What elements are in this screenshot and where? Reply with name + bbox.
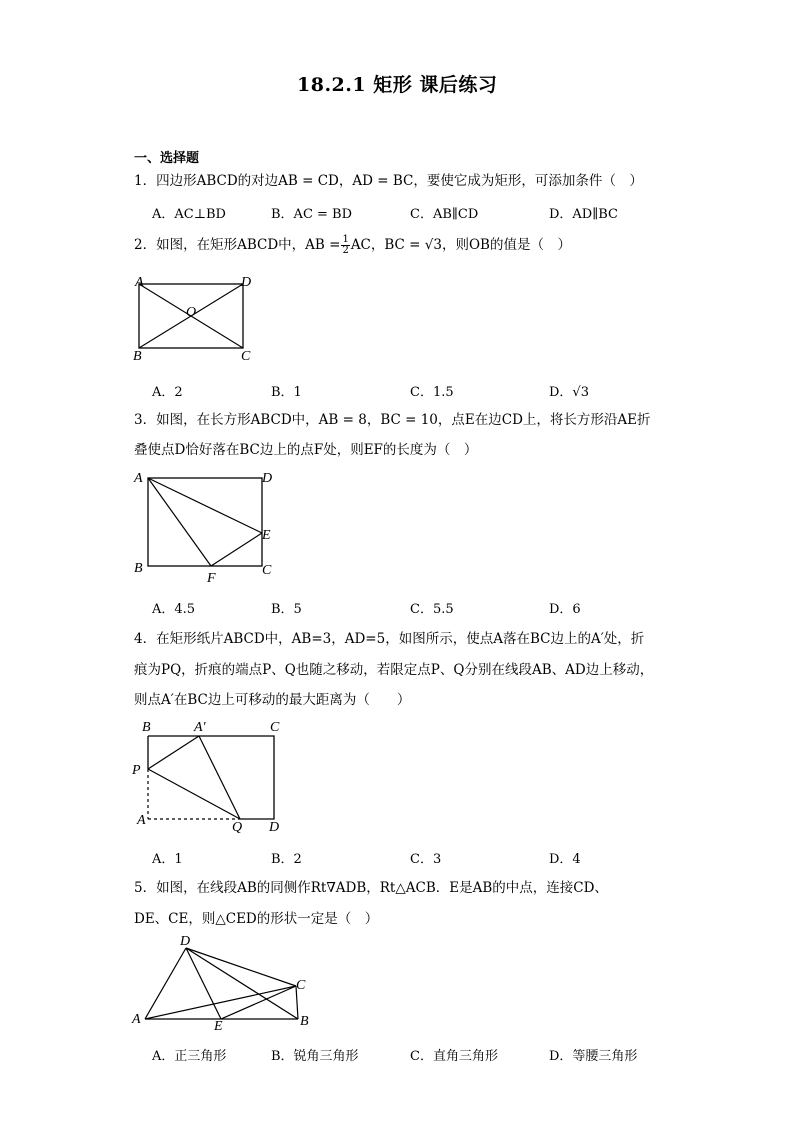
label-a: A: [137, 813, 146, 828]
label-a: A: [134, 471, 143, 486]
q4-option-b[interactable]: B．2: [271, 852, 302, 867]
figure-q3-rectangle-fold: [128, 466, 278, 586]
q5-option-d[interactable]: D．等腰三角形: [549, 1049, 638, 1064]
q1-option-b[interactable]: B．AC = BD: [271, 207, 353, 222]
q4-option-a[interactable]: A．1: [152, 852, 183, 867]
label-d: D: [180, 934, 191, 949]
segment-pa-prime: [148, 736, 199, 769]
label-b: B: [300, 1014, 309, 1029]
q1-option-d[interactable]: D．AD∥BC: [549, 207, 618, 222]
label-c: C: [262, 563, 272, 578]
q5-option-a[interactable]: A．正三角形: [152, 1049, 227, 1064]
label-b: B: [134, 561, 143, 576]
label-f: F: [207, 571, 216, 586]
label-a-prime: A′: [194, 720, 206, 735]
q2-stem-pre: 2．如图，在矩形ABCD中，AB =: [134, 237, 341, 253]
label-e: E: [214, 1019, 223, 1032]
label-q: Q: [232, 820, 243, 835]
section-title: 一、选择题: [134, 151, 200, 166]
question-3-stem-line-1: 3．如图，在长方形ABCD中，AB = 8，BC = 10，点E在边CD上，将长方形沿AE折: [134, 412, 651, 428]
segment-a-prime-q: [199, 736, 240, 819]
label-a: A: [135, 275, 144, 290]
q5-option-c[interactable]: C．直角三角形: [410, 1049, 498, 1064]
question-4-stem-line-1: 4．在矩形纸片ABCD中，AB=3，AD=5，如图所示，使点A落在BC边上的A′处，折: [134, 631, 645, 647]
question-4-stem-line-3: 则点A′在BC边上可移动的最大距离为（ ）: [134, 692, 411, 708]
q3-option-b[interactable]: B．5: [271, 602, 302, 617]
q3-option-c[interactable]: C．5.5: [410, 602, 454, 617]
question-5-stem-line-1: 5．如图，在线段AB的同侧作Rt∇ADB，Rt△ACB．E是AB的中点，连接CD、: [134, 880, 608, 896]
q4-option-c[interactable]: C．3: [410, 852, 442, 867]
q2-option-d[interactable]: D．√3: [549, 385, 589, 400]
label-b: B: [142, 720, 151, 735]
label-a: A: [132, 1012, 141, 1027]
q2-option-c[interactable]: C．1.5: [410, 385, 454, 400]
fraction-one-half: [341, 235, 349, 256]
label-c: C: [296, 978, 306, 993]
segment-ad: [145, 948, 186, 1019]
rect-top-right-sides: [148, 736, 274, 819]
q2-option-a[interactable]: A．2: [152, 385, 183, 400]
label-p: P: [132, 763, 141, 778]
q5-option-b[interactable]: B．锐角三角形: [271, 1049, 359, 1064]
question-1-stem: 1．四边形ABCD的对边AB = CD，AD = BC，要使它成为矩形，可添加条件（ ）: [134, 173, 643, 189]
label-o: O: [186, 305, 197, 320]
label-b: B: [133, 349, 142, 364]
fold-line-ae: [148, 478, 262, 533]
rect-abcd: [148, 478, 262, 566]
page-title: 18.2.1 矩形 课后练习: [297, 74, 498, 96]
q2-option-b[interactable]: B．1: [271, 385, 302, 400]
q1-option-a[interactable]: A．AC⊥BD: [152, 207, 226, 222]
q1-option-c[interactable]: C．AB∥CD: [410, 207, 479, 222]
q3-option-a[interactable]: A．4.5: [152, 602, 196, 617]
segment-db: [186, 948, 298, 1019]
segment-af: [148, 478, 211, 566]
question-3-stem-line-2: 叠使点D恰好落在BC边上的点F处，则EF的长度为（ ）: [134, 442, 478, 458]
q3-option-d[interactable]: D．6: [549, 602, 581, 617]
label-e: E: [262, 528, 271, 543]
fraction-numerator: 1: [342, 234, 349, 245]
segment-ac: [145, 986, 296, 1019]
question-5-stem-line-2: DE、CE，则△CED的形状一定是（ ）: [134, 911, 379, 927]
label-d: D: [262, 471, 273, 486]
q4-option-d[interactable]: D．4: [549, 852, 581, 867]
figure-q2-rectangle: [128, 272, 263, 364]
crease-pq: [148, 769, 240, 819]
label-d: D: [269, 820, 280, 835]
segment-fe: [211, 533, 262, 566]
q2-stem-post: AC，BC = √3，则OB的值是（ ）: [350, 237, 571, 253]
segment-ce: [221, 986, 296, 1019]
label-c: C: [241, 349, 251, 364]
fraction-denominator: 2: [342, 245, 349, 256]
question-4-stem-line-2: 痕为PQ，折痕的端点P、Q也随之移动，若限定点P、Q分别在线段AB、AD边上移动，: [134, 662, 654, 678]
question-2-stem: [134, 235, 571, 256]
label-d: D: [241, 275, 252, 290]
label-c: C: [270, 720, 280, 735]
figure-q4-paper-fold: [128, 717, 288, 839]
figure-q5-right-triangles: [128, 932, 323, 1032]
